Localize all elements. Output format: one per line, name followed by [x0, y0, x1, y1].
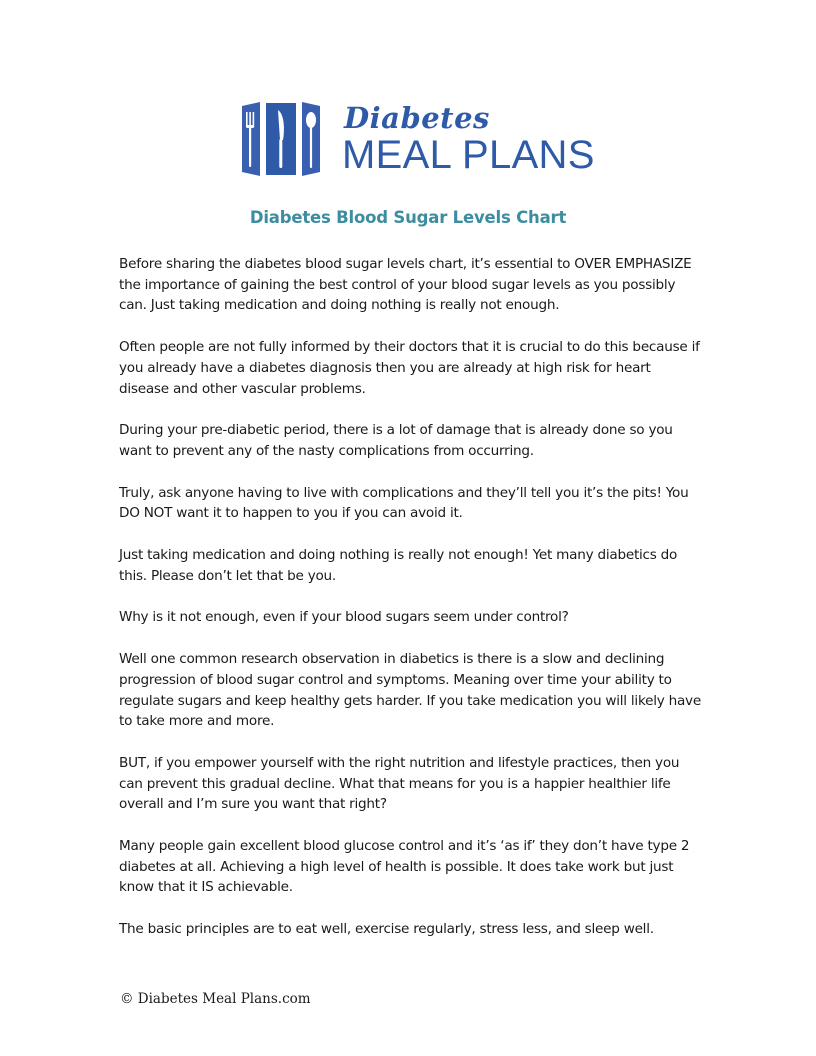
copyright-footer: © Diabetes Meal Plans.com	[120, 991, 311, 1007]
page-title: Diabetes Blood Sugar Levels Chart	[249, 208, 567, 227]
paragraph: Often people are not fully informed by their doctors that it is crucial to do this because if you already have a diabetes diagnosis then you are already at high risk for heart disease and other vascular problems.	[119, 339, 700, 397]
paragraph: Many people gain excellent blood glucose control and it’s ‘as if’ they don’t have type 2 diabetes at all. Achieving a high level of health is possible. It does take work but just know that it IS achievable.	[119, 838, 690, 896]
paragraph: During your pre-diabetic period, there is a lot of damage that is already done so you want to prevent any of the nasty complications from occurring.	[119, 422, 673, 459]
cutlery-logo-icon	[240, 100, 322, 178]
paragraph: Just taking medication and doing nothing is really not enough! Yet many diabetics do this. Please don’t let that be you.	[119, 547, 678, 584]
document-body	[119, 254, 701, 961]
paragraph: Truly, ask anyone having to live with complications and they’ll tell you it’s the pits! You DO NOT want it to happen to you if you can avoid it.	[119, 484, 689, 522]
paragraph: Before sharing the diabetes blood sugar levels chart, it’s essential to OVER EMPHASIZE the importance of gaining the best control of your blood sugar levels as you possibly can. Just taking medication and doing nothing is really not enough.	[119, 256, 692, 314]
logo	[240, 100, 595, 178]
logo-wordmark-bottom: MEAL PLANS	[342, 133, 595, 177]
paragraph: Why is it not enough, even if your blood sugars seem under control?	[119, 609, 569, 626]
paragraph: BUT, if you empower yourself with the right nutrition and lifestyle practices, then you can prevent this gradual decline. What that means for you is a happier healthier life overall and I’m sure you want that right?	[119, 754, 680, 813]
logo-wordmark-top: Diabetes	[344, 101, 490, 135]
paragraph: The basic principles are to eat well, exercise regularly, stress less, and sleep well.	[119, 921, 654, 938]
paragraph: Well one common research observation in diabetics is there is a slow and declining progression of blood sugar control and symptoms. Meaning over time your ability to regulate sugars and keep healthy gets harder. If you take medication you will likely have to take more and more.	[119, 651, 701, 730]
